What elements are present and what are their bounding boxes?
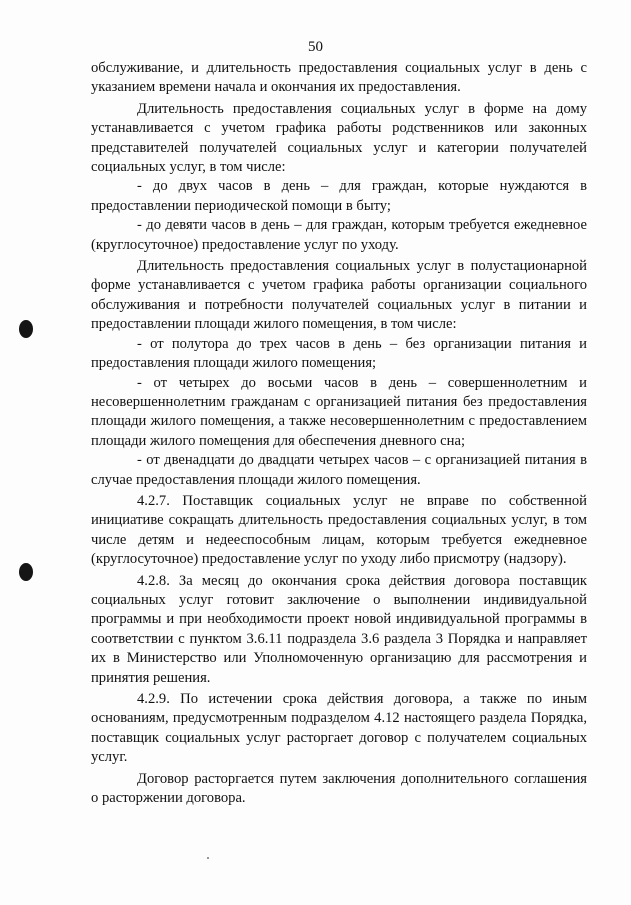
clause-4-2-8: 4.2.8. За месяц до окончания срока действия договора поставщик социальных услуг готовит заключение о выполнении индивидуальной программы и при необходимости проект новой индивидуальной программы в соответствии с пунктом 3.6.11 подраздела 3.6 раздела 3 Порядка и направляет их в Министерство или Уполномоченную организацию для рассмотрения и принятия решения.: [91, 572, 587, 686]
document-body: [91, 59, 587, 808]
list-item: - от полутора до трех часов в день – без организации питания и предоставления площади жилого помещения;: [91, 335, 587, 372]
punch-hole-mark: [19, 563, 33, 581]
paragraph: Длительность предоставления социальных услуг в форме на дому устанавливается с учетом графика работы родственников или законных представителей получателей социальных услуг и категории получателей социальных услуг, в том числе:: [91, 100, 587, 176]
page-number: 50: [308, 39, 323, 55]
list-item: - до двух часов в день – для граждан, которые нуждаются в предоставлении периодической помощи в быту;: [91, 178, 587, 214]
list-item: - до девяти часов в день – для граждан, которым требуется ежедневное (круглосуточное) предоставление услуг по уходу.: [91, 217, 587, 253]
clause-4-2-9: 4.2.9. По истечении срока действия договора, а также по иным основаниям, предусмотренным подразделом 4.12 настоящего раздела Порядка, поставщик социальных услуг расторгает договор с получателем социальных услуг.: [91, 691, 587, 766]
paragraph: Договор расторгается путем заключения дополнительного соглашения о расторжении договора.: [91, 770, 587, 807]
list-item: - от двенадцати до двадцати четырех часов – с организацией питания в случае предоставления площади жилого помещения.: [91, 452, 587, 488]
paragraph: обслуживание, и длительность предоставления социальных услуг в день с указанием времени начала и окончания их предоставления.: [91, 60, 587, 96]
list-item: - от четырех до восьми часов в день – совершеннолетним и несовершеннолетним гражданам с организацией питания без предоставления площади жилого помещения, а также несовершеннолетним с предоставлением площади жилого помещения для обеспечения дневного сна;: [91, 374, 587, 449]
punch-hole-mark: [19, 320, 33, 338]
paragraph: Длительность предоставления социальных услуг в полустационарной форме устанавливается с учетом графика работы организации социального обслуживания и потребности получателей социальных услуг в питании и предоставлении площади жилого помещения, в том числе:: [91, 258, 587, 333]
clause-4-2-7: 4.2.7. Поставщик социальных услуг не вправе по собственной инициативе сокращать длительность предоставления социальных услуг, в том числе детям и недееспособным лицам, которым требуется ежедневное (круглосуточное) предоставление услуг по уходу либо присмотру (надзору).: [91, 492, 587, 568]
scan-speck: [207, 857, 209, 859]
